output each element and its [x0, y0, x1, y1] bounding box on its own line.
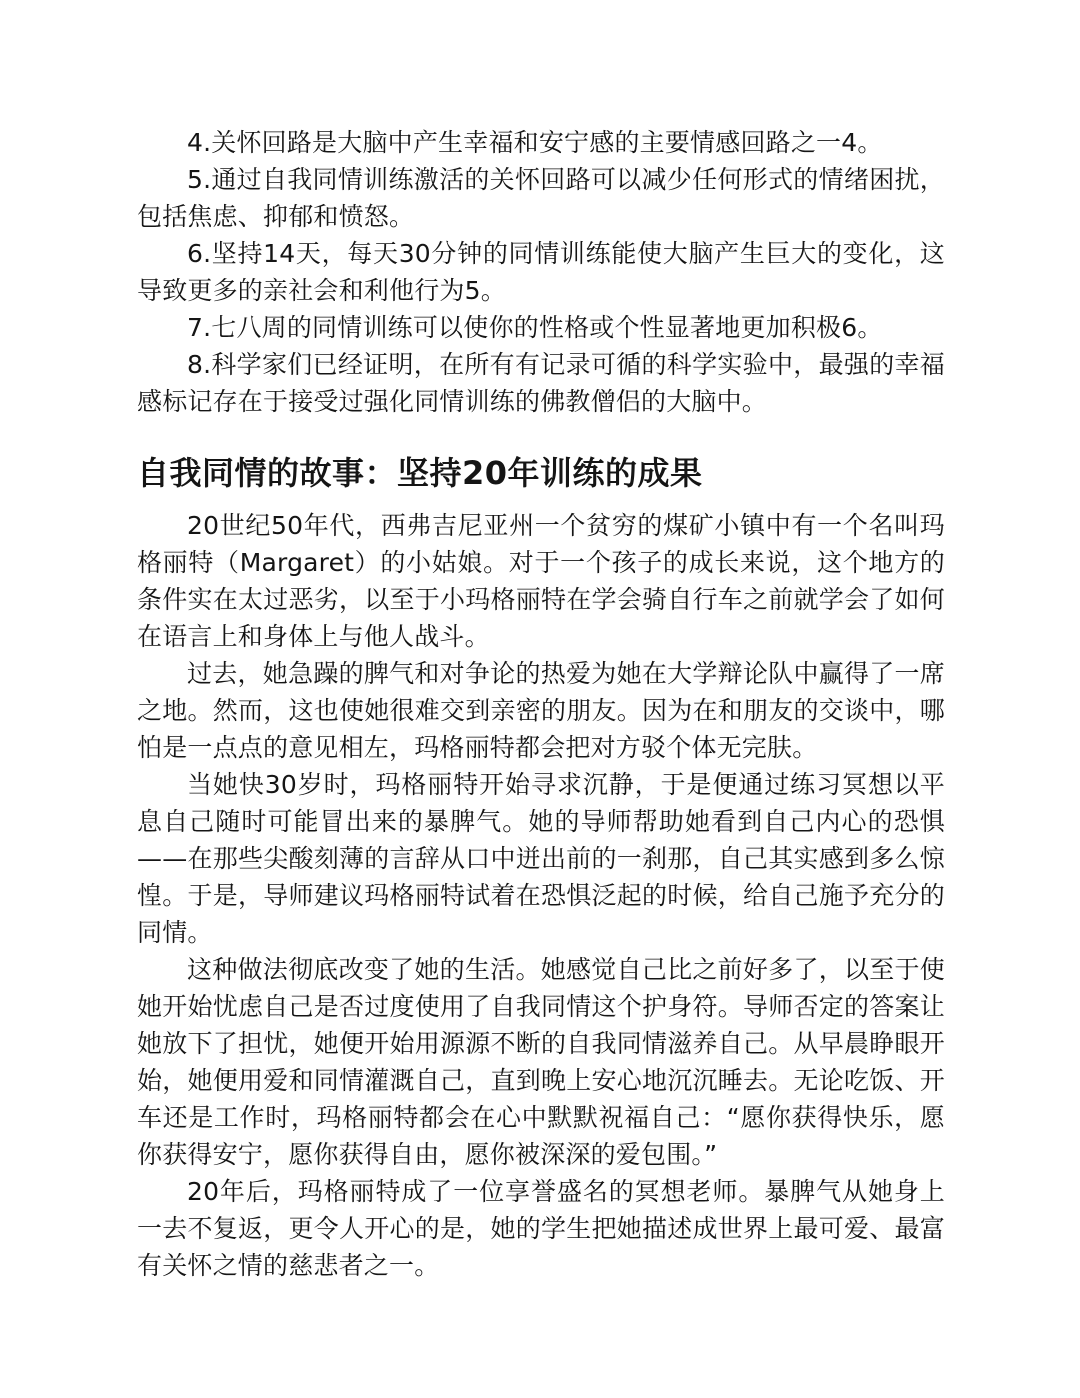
- document-page: [137, 124, 945, 1284]
- story-paragraph: 过去，她急躁的脾气和对争论的热爱为她在大学辩论队中赢得了一席之地。然而，这也使她很难交到亲密的朋友。因为在和朋友的交谈中，哪怕是一点点的意见相左，玛格丽特都会把对方驳个体无完肤。: [137, 659, 945, 762]
- list-item: 7.七八周的同情训练可以使你的性格或个性显著地更加积极6。: [187, 313, 883, 342]
- story-body: [137, 507, 945, 1284]
- list-item: 5.通过自我同情训练激活的关怀回路可以减少任何形式的情绪困扰，包括焦虑、抑郁和愤怒。: [137, 165, 945, 231]
- findings-list: [137, 124, 945, 420]
- story-paragraph: 20年后，玛格丽特成了一位享誉盛名的冥想老师。暴脾气从她身上一去不复返，更令人开心的是，她的学生把她描述成世界上最可爱、最富有关怀之情的慈悲者之一。: [137, 1177, 945, 1280]
- list-item: 4.关怀回路是大脑中产生幸福和安宁感的主要情感回路之一4。: [187, 128, 883, 157]
- list-item: 6.坚持14天，每天30分钟的同情训练能使大脑产生巨大的变化，这导致更多的亲社会和利他行为5。: [137, 239, 945, 305]
- section-heading: 自我同情的故事：坚持20年训练的成果: [137, 454, 703, 492]
- story-paragraph: 当她快30岁时，玛格丽特开始寻求沉静，于是便通过练习冥想以平息自己随时可能冒出来的暴脾气。她的导师帮助她看到自己内心的恐惧——在那些尖酸刻薄的言辞从口中迸出前的一刹那，自己其实感到多么惊惶。于是，导师建议玛格丽特试着在恐惧泛起的时候，给自己施予充分的同情。: [137, 770, 945, 947]
- story-paragraph: 20世纪50年代，西弗吉尼亚州一个贫穷的煤矿小镇中有一个名叫玛格丽特（Margaret）的小姑娘。对于一个孩子的成长来说，这个地方的条件实在太过恶劣，以至于小玛格丽特在学会骑自行车之前就学会了如何在语言上和身体上与他人战斗。: [137, 511, 945, 651]
- list-item: 8.科学家们已经证明，在所有有记录可循的科学实验中，最强的幸福感标记存在于接受过强化同情训练的佛教僧侣的大脑中。: [137, 350, 945, 416]
- story-paragraph: 这种做法彻底改变了她的生活。她感觉自己比之前好多了，以至于使她开始忧虑自己是否过度使用了自我同情这个护身符。导师否定的答案让她放下了担忧，她便开始用源源不断的自我同情滋养自己。从早晨睁眼开始，她便用爱和同情灌溉自己，直到晚上安心地沉沉睡去。无论吃饭、开车还是工作时，玛格丽特都会在心中默默祝福自己：“愿你获得快乐，愿你获得安宁，愿你获得自由，愿你被深深的爱包围。”: [137, 955, 945, 1169]
